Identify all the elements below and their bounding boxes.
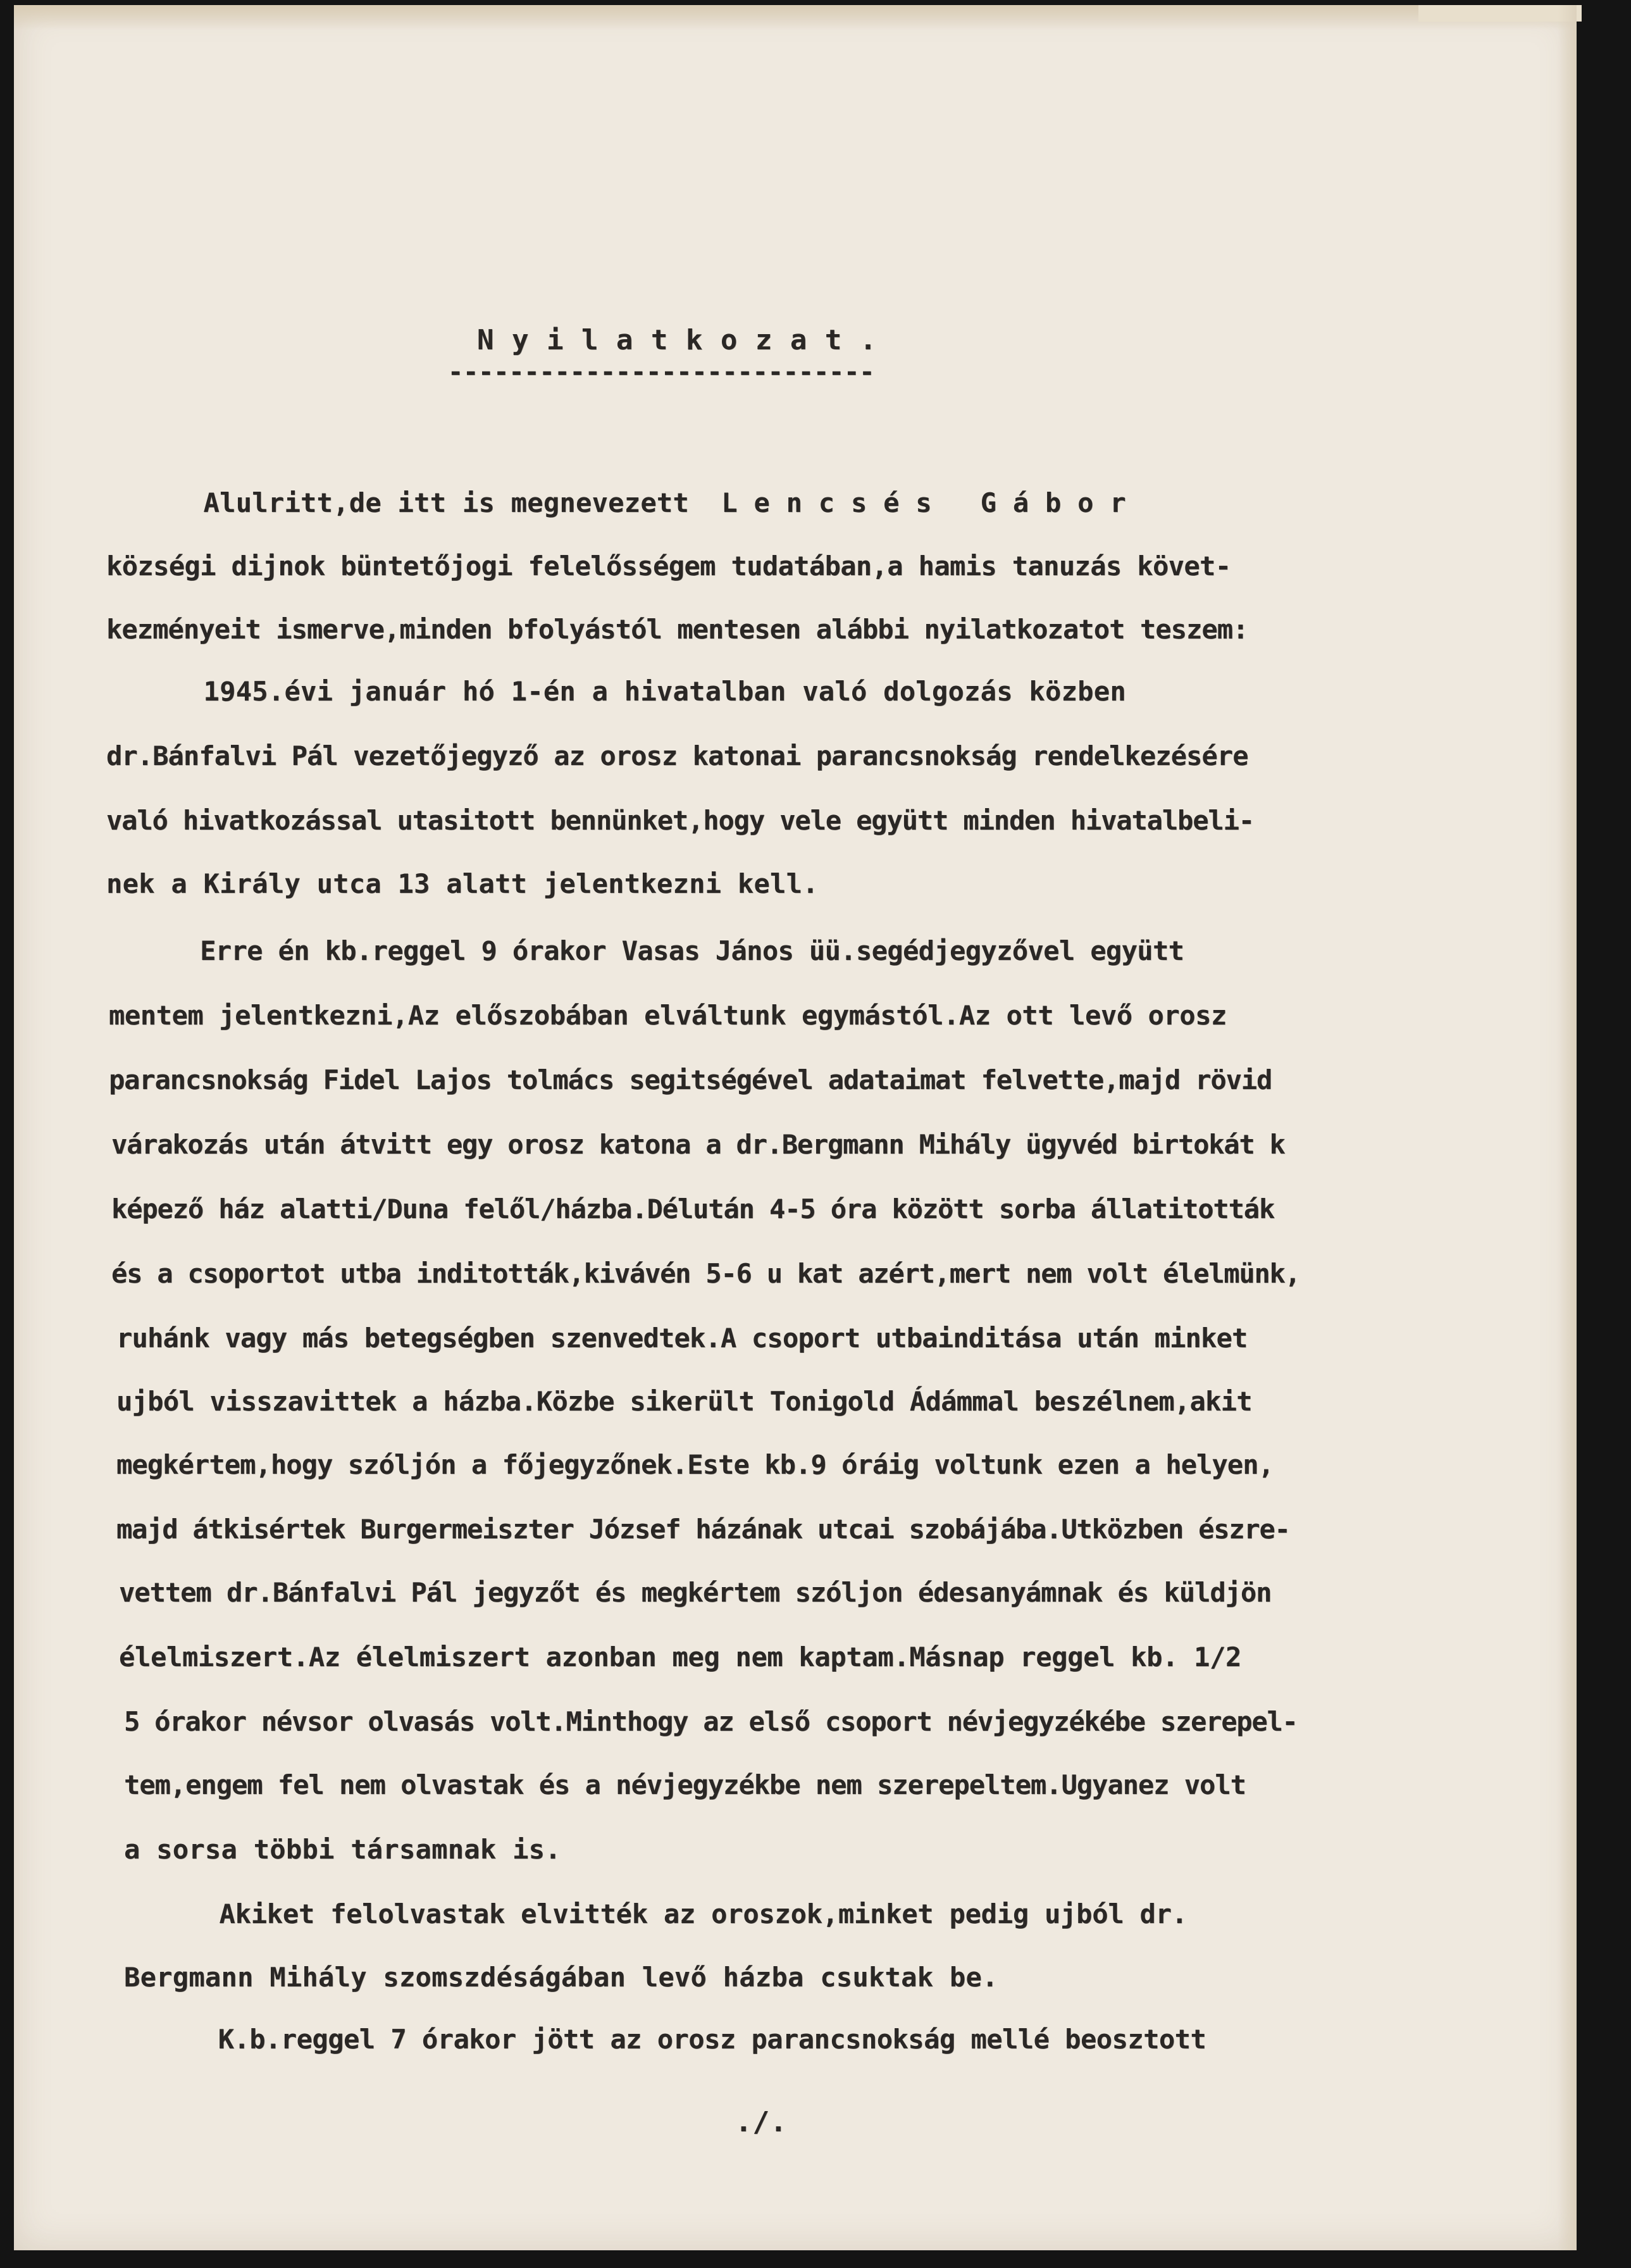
body-line: ruhánk vagy más betegségben szenvedtek.A csoport utbainditása után minket (116, 1323, 1248, 1354)
body-line: megkértem,hogy szóljón a főjegyzőnek.Este kb.9 óráig voltunk ezen a helyen, (116, 1449, 1274, 1480)
paper-edge-strip (1418, 5, 1582, 22)
body-line: Alulritt,de itt is megnevezett L e n c s é s G á b o r (106, 487, 1126, 518)
body-line: mentem jelentkezni,Az előszobában elváltunk egymástól.Az ott levő orosz (109, 1000, 1227, 1031)
body-line: K.b.reggel 7 órakor jött az orosz parancsnokság mellé beosztott (124, 2024, 1206, 2055)
body-line: majd átkisértek Burgermeiszter József házának utcai szobájába.Utközben észre- (116, 1514, 1290, 1545)
body-line: kezményeit ismerve,minden bfolyástól mentesen alábbi nyilatkozatot teszem: (106, 614, 1248, 645)
body-line: képező ház alatti/Duna felől/házba.Délután 4-5 óra között sorba állatitották (111, 1193, 1275, 1224)
document-title: N y i l a t k o z a t . (477, 324, 878, 356)
body-line: parancsnokság Fidel Lajos tolmács segitségével adataimat felvette,majd rövid (109, 1064, 1272, 1095)
body-line: ujból visszavittek a házba.Közbe sikerült Tonigold Ádámmal beszélnem,akit (116, 1386, 1252, 1417)
body-line: élelmiszert.Az élelmiszert azonban meg nem kaptam.Másnap reggel kb. 1/2 (119, 1642, 1242, 1673)
title-underline: ---------------------------- (448, 358, 875, 387)
body-line: Erre én kb.reggel 9 órakor Vasas János üü.segédjegyzővel együtt (106, 935, 1184, 966)
body-line: községi dijnok büntetőjogi felelősségem tudatában,a hamis tanuzás követ- (106, 551, 1231, 582)
body-line: vettem dr.Bánfalvi Pál jegyzőt és megkértem szóljon édesanyámnak és küldjön (119, 1577, 1272, 1608)
body-line: 1945.évi január hó 1-én a hivatalban való dolgozás közben (106, 676, 1126, 707)
body-line: való hivatkozással utasitott bennünket,hogy vele együtt minden hivatalbeli- (106, 805, 1254, 836)
body-line: és a csoportot utba inditották,kivávén 5-6 u kat azért,mert nem volt élelmünk, (111, 1258, 1300, 1289)
body-line: dr.Bánfalvi Pál vezetőjegyző az orosz katonai parancsnokság rendelkezésére (106, 740, 1248, 771)
body-line: Bergmann Mihály szomszdéságában levő házba csuktak be. (124, 1962, 998, 1993)
continuation-mark: ./. (735, 2106, 788, 2138)
body-line: 5 órakor névsor olvasás volt.Minthogy az első csoport névjegyzékébe szerepel- (124, 1706, 1298, 1737)
body-line: nek a Király utca 13 alatt jelentkezni kell. (106, 868, 819, 899)
body-line: Akiket felolvastak elvitték az oroszok,minket pedig ujból dr. (124, 1898, 1188, 1929)
body-line: tem,engem fel nem olvastak és a névjegyzékbe nem szerepeltem.Ugyanez volt (124, 1769, 1246, 1800)
body-line: várakozás után átvitt egy orosz katona a dr.Bergmann Mihály ügyvéd birtokát k (111, 1129, 1285, 1160)
body-line: a sorsa többi társamnak is. (124, 1834, 561, 1865)
